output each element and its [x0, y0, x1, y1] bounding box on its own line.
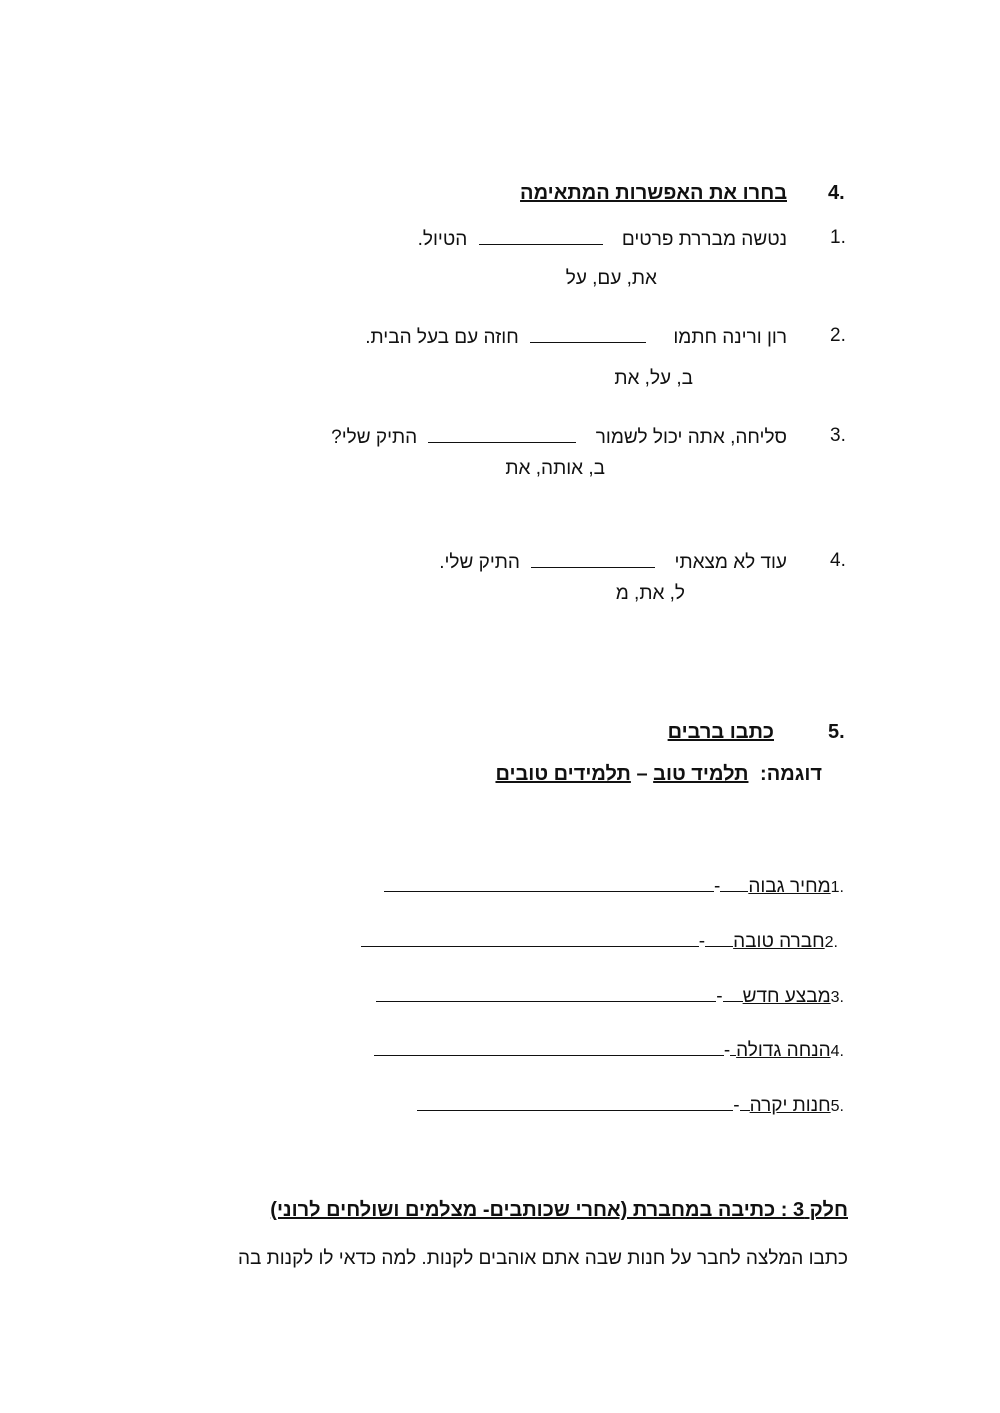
s5-item3-dash: - [716, 986, 723, 1007]
s5-item1-phrase: מחיר גבוה [748, 876, 831, 897]
s4-item3-after: התיק שלי? [331, 427, 418, 448]
s4-item4-sentence [439, 549, 787, 575]
s5-item1-number: .1 [830, 879, 844, 896]
s4-item3-blank[interactable] [428, 424, 576, 443]
s5-item5-underline [740, 1092, 750, 1111]
s5-item1-underline [720, 873, 748, 892]
s4-item2-blank[interactable] [530, 324, 646, 343]
part3-title: חלק 3 : כתיבה במחברת (אחרי שכותבים- מצלמים ושולחים לרוני) [270, 1199, 848, 1221]
s4-item1-before: נטשה מבררת פרטים [621, 229, 787, 250]
s5-item5-phrase: חנות יקרה [749, 1095, 831, 1116]
s4-item1-after: הטיול. [417, 229, 468, 250]
s5-item3 [376, 983, 844, 1010]
s4-item3-sentence [331, 424, 787, 450]
s4-item4-number: 4. [830, 550, 846, 571]
s4-item1-blank[interactable] [479, 226, 603, 245]
s5-item1-answer-line[interactable] [384, 873, 714, 892]
s4-item2-sentence [365, 324, 787, 350]
s5-item5-answer-line[interactable] [417, 1092, 733, 1111]
s5-item3-answer-line[interactable] [376, 983, 716, 1002]
s5-item2-phrase: חברה טובה [733, 931, 825, 952]
s4-item1-options: את, עם, על [565, 268, 657, 289]
s5-item4-number: .4 [830, 1043, 844, 1060]
s4-item4-before: עוד לא מצאתי [674, 552, 787, 573]
s4-item3-options: ב, אותה, את [505, 458, 605, 479]
s5-item3-number: .3 [830, 989, 844, 1006]
s4-item4-blank[interactable] [531, 549, 655, 568]
s4-item2-number: 2. [830, 325, 846, 346]
s4-item4-after: התיק שלי. [439, 552, 520, 573]
s5-item4-dash: - [723, 1040, 731, 1061]
section5-number: 5. [828, 721, 845, 743]
s5-item3-underline [723, 983, 743, 1002]
s5-item5-dash: - [733, 1095, 740, 1116]
s5-item2 [361, 928, 838, 955]
s5-item5-number: .5 [830, 1098, 844, 1115]
s4-item1-number: 1. [830, 227, 846, 248]
s4-item1-sentence [418, 226, 787, 252]
section4-title: בחרו את האפשרות המתאימה [520, 182, 787, 204]
s4-item3-number: 3. [830, 425, 846, 446]
s4-item3-before: סליחה, אתה יכול לשמור [595, 427, 787, 448]
s5-item3-phrase: מבצע חדש [742, 986, 831, 1007]
s5-item2-underline [705, 928, 733, 947]
s5-item2-dash: - [698, 931, 706, 952]
part3-instruction: כתבו המלצה לחבר על חנות שבה אתם אוהבים לקנות. למה כדאי לו לקנות בה [237, 1248, 848, 1269]
s5-item4-phrase: הנחה גדולה [736, 1040, 831, 1061]
s4-item2-after: חוזה עם בעל הבית. [365, 327, 519, 348]
s4-item4-options: ל, את, מ [615, 583, 685, 604]
example-singular: תלמיד טוב [653, 763, 749, 785]
s5-item2-number: .2 [824, 934, 838, 951]
example-label: דוגמה: [760, 763, 822, 785]
section5-title: כתבו ברבים [667, 721, 774, 743]
s4-item2-options: ב, על, את [614, 368, 693, 389]
s5-item5 [417, 1092, 844, 1119]
s5-item2-answer-line[interactable] [361, 928, 699, 947]
s5-item1-dash: - [714, 876, 721, 897]
section5-example [495, 762, 822, 786]
s5-item4-answer-line[interactable] [374, 1037, 724, 1056]
s5-item4 [374, 1037, 844, 1064]
s4-item2-before: רון ורינה חתמו [673, 327, 787, 348]
s5-item1 [384, 873, 844, 900]
example-dash: – [636, 763, 648, 785]
section4-number: 4. [828, 182, 845, 204]
example-plural: תלמידים טובים [495, 763, 631, 785]
